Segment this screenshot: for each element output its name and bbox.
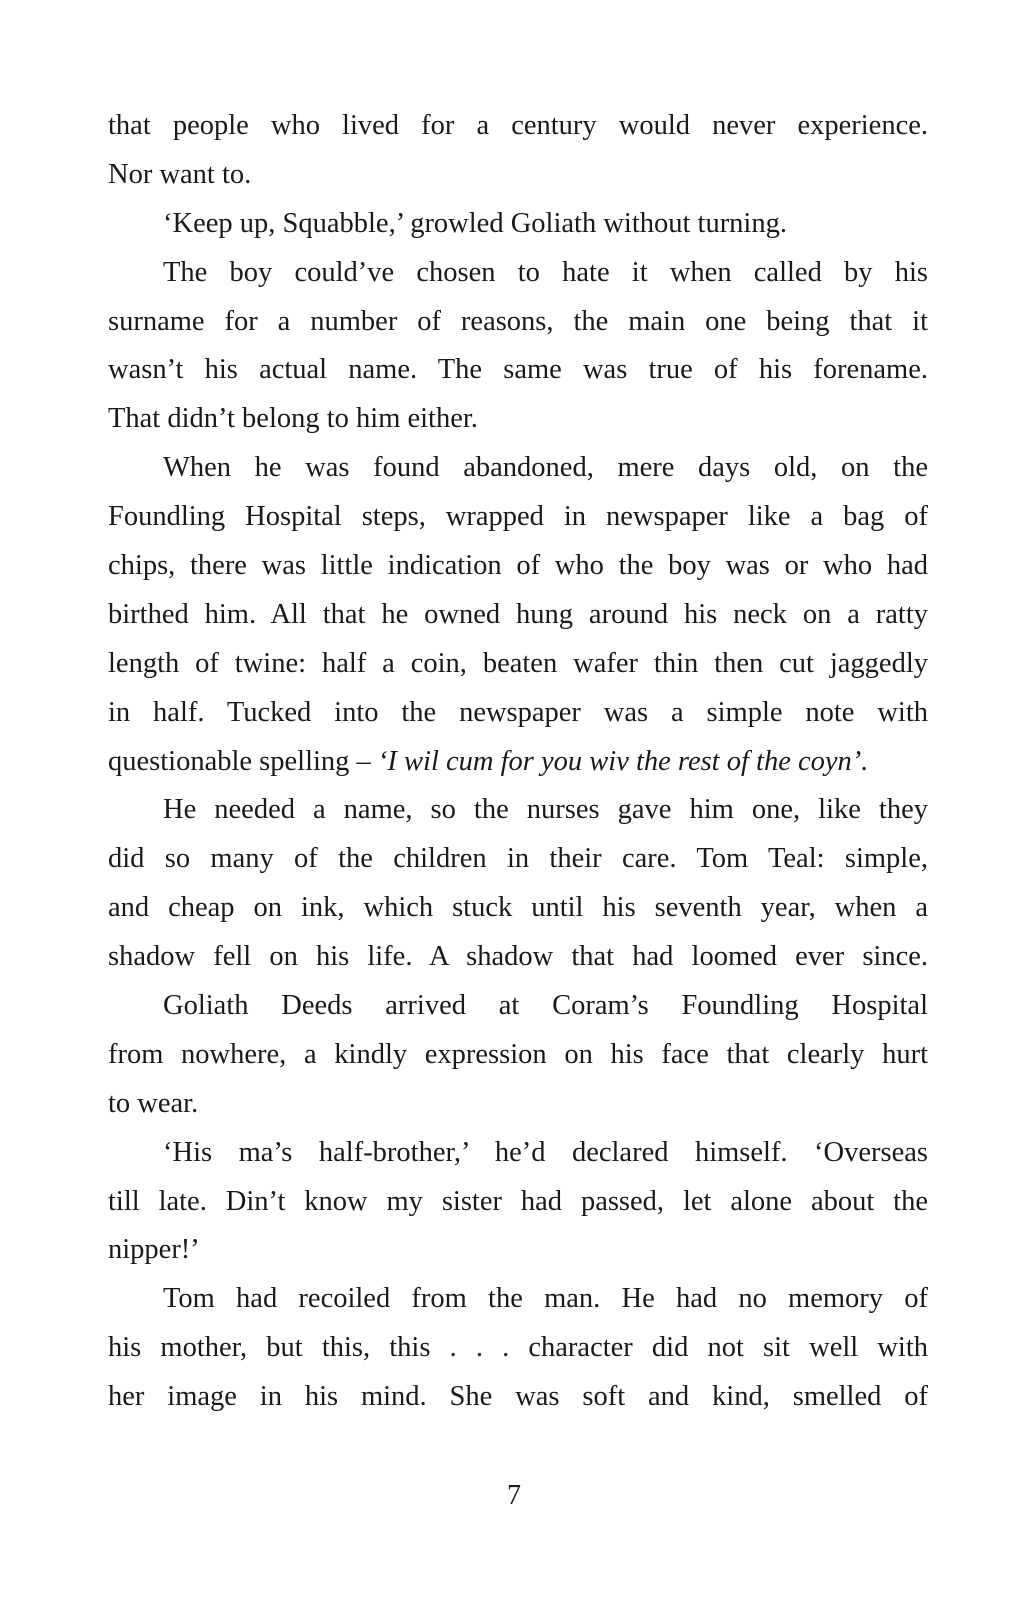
text-line — [108, 933, 928, 982]
text-line — [108, 982, 928, 1031]
text-line — [108, 591, 928, 640]
text-line — [108, 542, 928, 591]
text-line-content: Foundling Hospital steps, wrapped in newspaper like a bag of — [108, 501, 928, 533]
text-line-content: birthed him. All that he owned hung around his neck on a ratty — [108, 598, 928, 630]
text-line-content: his mother, but this, this . . . character did not sit well with — [108, 1332, 928, 1364]
text-line — [108, 346, 928, 395]
text-line — [108, 1226, 928, 1275]
text-line-content: from nowhere, a kindly expression on his face that clearly hurt — [108, 1038, 928, 1070]
text-line — [108, 102, 928, 151]
text-line — [108, 493, 928, 542]
text-line-content: did so many of the children in their care. Tom Teal: simple, — [108, 843, 928, 875]
text-line-content: wasn’t his actual name. The same was true of his forename. — [108, 354, 928, 386]
text-line — [108, 249, 928, 298]
text-line — [108, 444, 928, 493]
text-line — [108, 151, 928, 200]
text-line-content: to wear. — [108, 1087, 199, 1119]
italic-note: ‘I wil cum for you wiv the rest of the coyn’. — [377, 745, 869, 777]
text-line-content: ‘Keep up, Squabble,’ growled Goliath without turning. — [163, 207, 787, 239]
text-line-content: ‘His ma’s half-brother,’ he’d declared himself. ‘Overseas — [163, 1136, 928, 1168]
text-line-content: till late. Din’t know my sister had passed, let alone about the — [108, 1185, 928, 1217]
text-line-content: He needed a name, so the nurses gave him one, like they — [163, 794, 928, 826]
text-line-content: in half. Tucked into the newspaper was a simple note with — [108, 696, 928, 728]
text-line — [108, 395, 928, 444]
text-line — [108, 689, 928, 738]
text-line — [108, 738, 928, 787]
text-line — [108, 1324, 928, 1373]
text-line — [108, 298, 928, 347]
text-line-content: Tom had recoiled from the man. He had no memory of — [163, 1283, 928, 1315]
text-line-content: shadow fell on his life. A shadow that had loomed ever since. — [108, 941, 928, 973]
text-line-content: When he was found abandoned, mere days old, on the — [163, 452, 928, 484]
text-line — [108, 640, 928, 689]
text-line-content: surname for a number of reasons, the main one being that it — [108, 305, 928, 337]
text-line — [108, 1178, 928, 1227]
text-line — [108, 835, 928, 884]
text-line — [108, 1031, 928, 1080]
text-line — [108, 786, 928, 835]
text-line — [108, 1080, 928, 1129]
text-line-content: her image in his mind. She was soft and kind, smelled of — [108, 1381, 928, 1413]
text-line-content: Goliath Deeds arrived at Coram’s Foundling Hospital — [163, 990, 928, 1022]
text-line-content: and cheap on ink, which stuck until his seventh year, when a — [108, 892, 928, 924]
text-line — [108, 1373, 928, 1422]
page-number: 7 — [507, 1480, 521, 1511]
text-line-content: Nor want to. — [108, 158, 252, 190]
text-line — [108, 1275, 928, 1324]
text-line-content: length of twine: half a coin, beaten wafer thin then cut jaggedly — [108, 647, 928, 679]
body-text — [108, 102, 928, 1422]
text-line — [108, 884, 928, 933]
text-line-content: nipper!’ — [108, 1234, 200, 1266]
text-line-content: The boy could’ve chosen to hate it when called by his — [163, 256, 928, 288]
text-line — [108, 200, 928, 249]
text-line-content: questionable spelling – — [108, 745, 378, 777]
text-line — [108, 1129, 928, 1178]
text-line-content: That didn’t belong to him either. — [108, 403, 478, 435]
text-line-content: chips, there was little indication of who the boy was or who had — [108, 550, 928, 582]
text-line-content: that people who lived for a century would never experience. — [108, 110, 928, 141]
